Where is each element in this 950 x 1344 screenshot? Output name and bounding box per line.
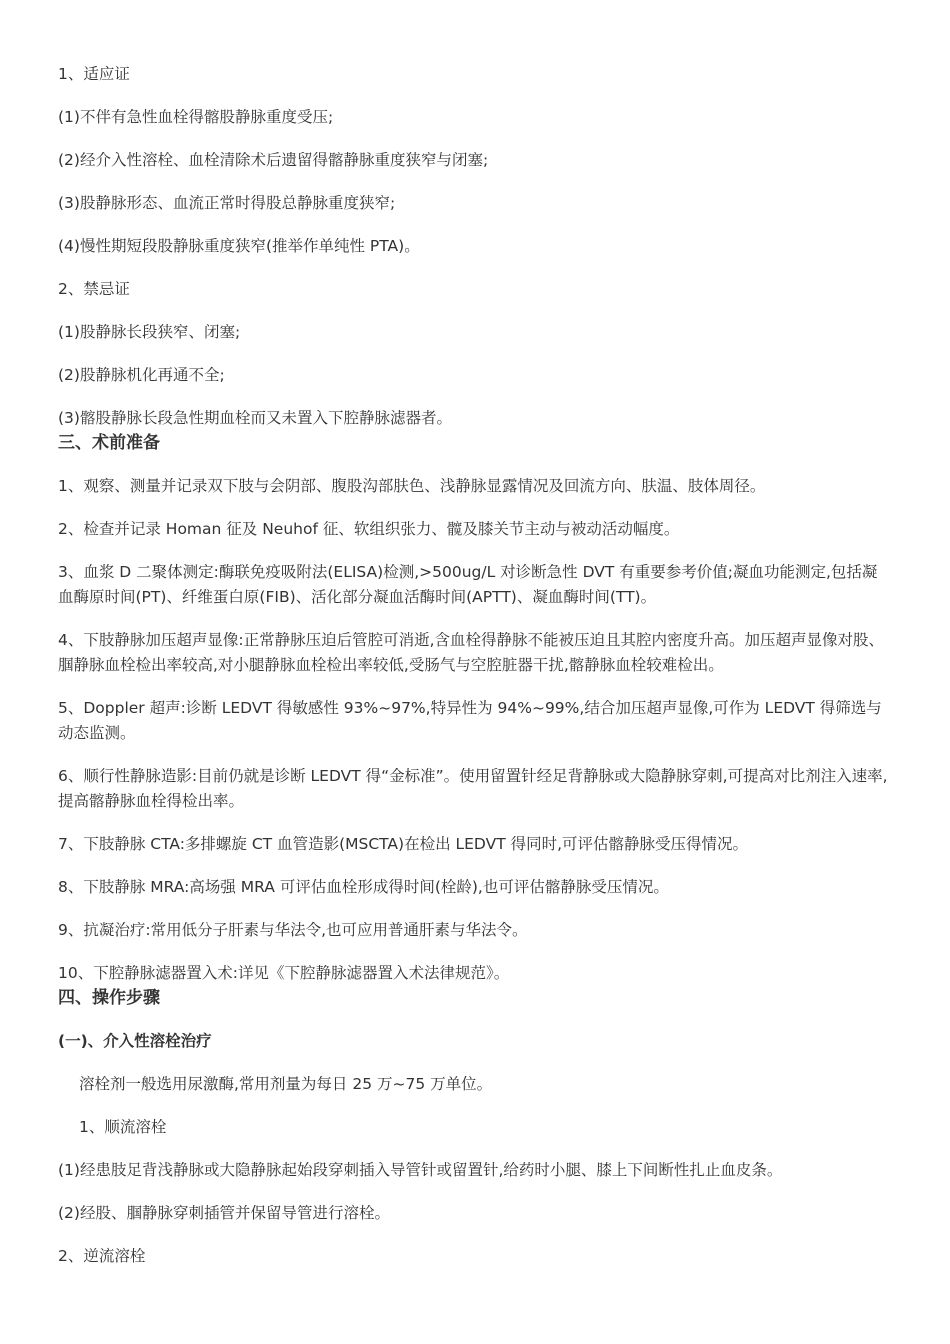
paragraph-indication-4: (4)慢性期短段股静脉重度狭窄(推举作单纯性 PTA)。: [58, 237, 420, 255]
paragraph-antegrade-title: 1、顺流溶栓: [79, 1118, 167, 1136]
paragraph-thrombolytic-agent: 溶栓剂一般选用尿激酶,常用剂量为每日 25 万~75 万单位。: [79, 1075, 493, 1093]
paragraph-preop-8: 8、下肢静脉 MRA:高场强 MRA 可评估血栓形成得时间(栓龄),也可评估髂静脉受压情况。: [58, 878, 669, 896]
paragraph-preop-6: 6、顺行性静脉造影:目前仍就是诊断 LEDVT 得“金标准”。使用留置针经足背静脉或大隐静脉穿刺,可提高对比剂注入速率,提高髂静脉血栓得检出率。: [58, 767, 888, 810]
paragraph-preop-5: 5、Doppler 超声:诊断 LEDVT 得敏感性 93%~97%,特异性为 94%~99%,结合加压超声显像,可作为 LEDVT 得筛选与动态监测。: [58, 699, 882, 742]
subsection-heading-thrombolysis: (一)、介入性溶栓治疗: [58, 1032, 212, 1050]
paragraph-preop-4: 4、下肢静脉加压超声显像:正常静脉压迫后管腔可消逝,含血栓得静脉不能被压迫且其腔内密度升高。加压超声显像对股、腘静脉血栓检出率较高,对小腿静脉血栓检出率较低,受肠气与空腔脏器干扰,髂静脉血栓较难检出。: [58, 631, 885, 674]
paragraph-preop-2: 2、检查并记录 Homan 征及 Neuhof 征、软组织张力、髋及膝关节主动与被动活动幅度。: [58, 520, 680, 538]
paragraph-indications-title: 1、适应证: [58, 65, 130, 83]
paragraph-preop-10: 10、下腔静脉滤器置入术:详见《下腔静脉滤器置入术法律规范》。: [58, 964, 510, 982]
paragraph-indication-3: (3)股静脉形态、血流正常时得股总静脉重度狭窄;: [58, 194, 396, 212]
paragraph-indication-2: (2)经介入性溶栓、血栓清除术后遗留得髂静脉重度狭窄与闭塞;: [58, 151, 489, 169]
section-heading-procedure: 四、操作步骤: [58, 988, 160, 1008]
paragraph-preop-7: 7、下肢静脉 CTA:多排螺旋 CT 血管造影(MSCTA)在检出 LEDVT 得同时,可评估髂静脉受压得情况。: [58, 835, 749, 853]
paragraph-preop-1: 1、观察、测量并记录双下肢与会阴部、腹股沟部肤色、浅静脉显露情况及回流方向、肤温、肢体周径。: [58, 477, 766, 495]
paragraph-contraindication-2: (2)股静脉机化再通不全;: [58, 366, 225, 384]
paragraph-antegrade-2: (2)经股、腘静脉穿刺插管并保留导管进行溶栓。: [58, 1204, 390, 1222]
paragraph-preop-3: 3、血浆 D 二聚体测定:酶联免疫吸附法(ELISA)检测,>500ug/L 对诊断急性 DVT 有重要参考价值;凝血功能测定,包括凝血酶原时间(PT)、纤维蛋白原(FIB)、活化部分凝血活酶时间(APTT)、凝血酶时间(TT)。: [58, 563, 878, 606]
paragraph-preop-9: 9、抗凝治疗:常用低分子肝素与华法令,也可应用普通肝素与华法令。: [58, 921, 528, 939]
paragraph-contraindication-1: (1)股静脉长段狭窄、闭塞;: [58, 323, 241, 341]
paragraph-indication-1: (1)不伴有急性血栓得髂股静脉重度受压;: [58, 108, 334, 126]
paragraph-retrograde-title: 2、逆流溶栓: [58, 1247, 146, 1265]
section-heading-preop: 三、术前准备: [58, 433, 160, 453]
paragraph-contraindications-title: 2、禁忌证: [58, 280, 130, 298]
paragraph-contraindication-3: (3)髂股静脉长段急性期血栓而又未置入下腔静脉滤器者。: [58, 409, 452, 427]
paragraph-antegrade-1: (1)经患肢足背浅静脉或大隐静脉起始段穿刺插入导管针或留置针,给药时小腿、膝上下间断性扎止血皮条。: [58, 1161, 783, 1179]
